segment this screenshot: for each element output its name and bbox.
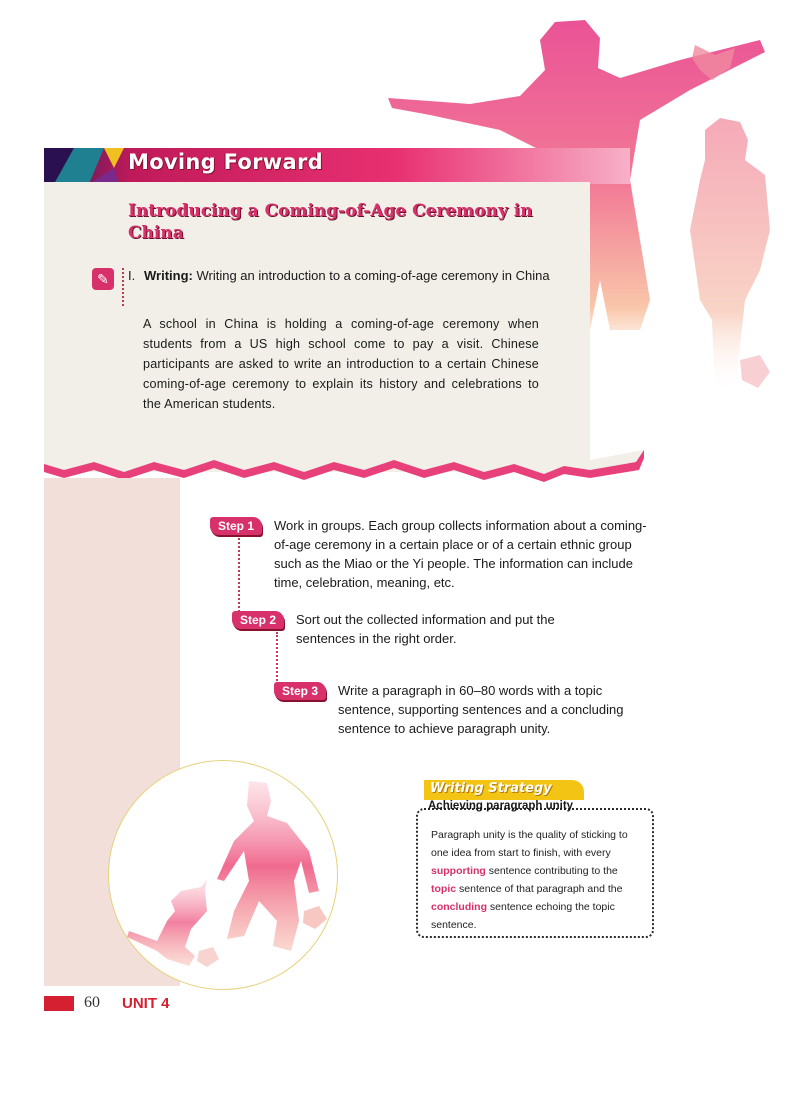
step-connector-1	[238, 538, 240, 612]
task-text: Writing an introduction to a coming-of-age ceremony in China	[196, 268, 550, 283]
step-2-text: Sort out the collected information and put the sentences in the right order.	[296, 612, 555, 646]
highlight-topic: topic	[431, 883, 457, 895]
step-3-text: Write a paragraph in 60–80 words with a topic sentence, supporting sentences and a concluding sentence to achieve paragraph unity.	[338, 683, 624, 736]
pencil-icon: ✎	[92, 268, 114, 290]
lesson-title: Introducing a Coming-of-Age Ceremony in China	[128, 201, 533, 243]
task-description: A school in China is holding a coming-of-age ceremony when students from a US high school come to pay a visit. Chinese participants are asked to write an introduction to a certain Chinese coming-of-age ceremony to explain its history and celebrations to the American students.	[143, 317, 539, 411]
strategy-title: Writing Strategy	[430, 781, 552, 796]
step-connector-2	[276, 632, 278, 684]
task-number: I.	[128, 268, 136, 283]
step-1-text: Work in groups. Each group collects information about a coming-of-age ceremony in a certain place or of a certain ethnic group such as the Miao or the Yi people. The information can include time, celebration, meaning, etc.	[274, 518, 647, 590]
children-running-image	[108, 760, 338, 990]
strategy-subtitle: Achieving paragraph unity	[428, 800, 574, 812]
section-title: Moving Forward	[128, 150, 323, 174]
task-label: Writing:	[144, 268, 193, 283]
step-2-badge: Step 2	[232, 611, 284, 629]
highlight-supporting: supporting	[431, 865, 486, 877]
step-3-badge: Step 3	[274, 682, 326, 700]
unit-label: UNIT 4	[122, 995, 170, 1012]
strategy-text: sentence contributing to the	[485, 865, 618, 877]
strategy-body	[431, 826, 643, 934]
footer-bar	[44, 996, 74, 1011]
strategy-text: sentence of that paragraph and the	[456, 883, 623, 895]
strategy-text: Paragraph unity is the quality of sticking to one idea from start to finish, with every	[431, 829, 628, 859]
strategy-text: sentence echoing the topic sentence.	[431, 901, 615, 931]
page-number: 60	[84, 994, 100, 1011]
task-dotted-line	[122, 268, 124, 306]
highlight-concluding: concluding	[431, 901, 487, 913]
task-heading	[128, 266, 558, 286]
step-1-badge: Step 1	[210, 517, 262, 535]
